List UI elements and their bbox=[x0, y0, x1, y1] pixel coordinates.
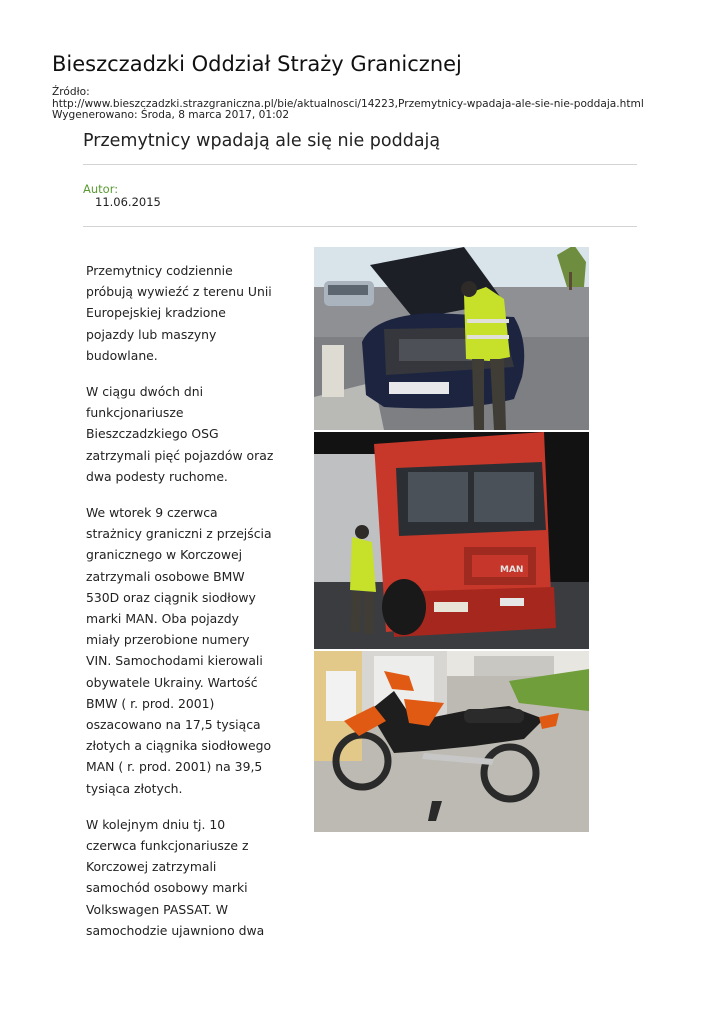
photo-bmw-inspection bbox=[314, 247, 589, 430]
source-label: Źródło: bbox=[52, 86, 90, 98]
photo-man-truck bbox=[314, 432, 589, 649]
author-label: Autor: bbox=[83, 182, 119, 196]
paragraph: W ciągu dwóch dni funkcjonariusze Bieszczadzkiego OSG zatrzymali pięć pojazdów oraz dwa podesty ruchome. bbox=[86, 384, 274, 484]
photo-column bbox=[314, 247, 589, 832]
paragraph: Przemytnicy codziennie próbują wywieźć z terenu Unii Europejskiej kradzione pojazdy lub maszyny budowlane. bbox=[86, 263, 272, 363]
header-divider bbox=[83, 226, 637, 227]
generated-date: Wygenerowano: Środa, 8 marca 2017, 01:02 bbox=[52, 109, 290, 121]
paragraph: We wtorek 9 czerwca strażnicy graniczni z przejścia granicznego w Korczowej zatrzymali osobowe BMW 530D oraz ciągnik siodłowy marki MAN. Oba pojazdy miały przerobione numery VIN. Samochodami kierowali obywatele Ukrainy. Wartość BMW ( r. prod. 2001) oszacowano na 17,5 tysiąca złotych a ciągnika siodłowego MAN ( r. prod. 2001) na 39,5 tysiąca złotych. bbox=[86, 505, 272, 796]
article-title: Przemytnicy wpadają ale się nie poddają bbox=[83, 131, 441, 151]
site-title: Bieszczadzki Oddział Straży Granicznej bbox=[52, 52, 462, 76]
article-body bbox=[86, 260, 276, 956]
article-date: 11.06.2015 bbox=[95, 195, 161, 209]
photo-motorcycle bbox=[314, 651, 589, 832]
paragraph: W kolejnym dniu tj. 10 czerwca funkcjonariusze z Korczowej zatrzymali samochód osobowy marki Volkswagen PASSAT. W samochodzie ujawniono dwa bbox=[86, 816, 265, 938]
document-meta bbox=[52, 87, 644, 122]
man-truck-logo: MAN bbox=[500, 565, 524, 575]
title-divider bbox=[83, 164, 637, 165]
source-url[interactable]: http://www.bieszczadzki.strazgraniczna.pl/bie/aktualnosci/14223,Przemytnicy-wpadaja-ale-sie-nie-poddaja.html bbox=[52, 97, 644, 110]
